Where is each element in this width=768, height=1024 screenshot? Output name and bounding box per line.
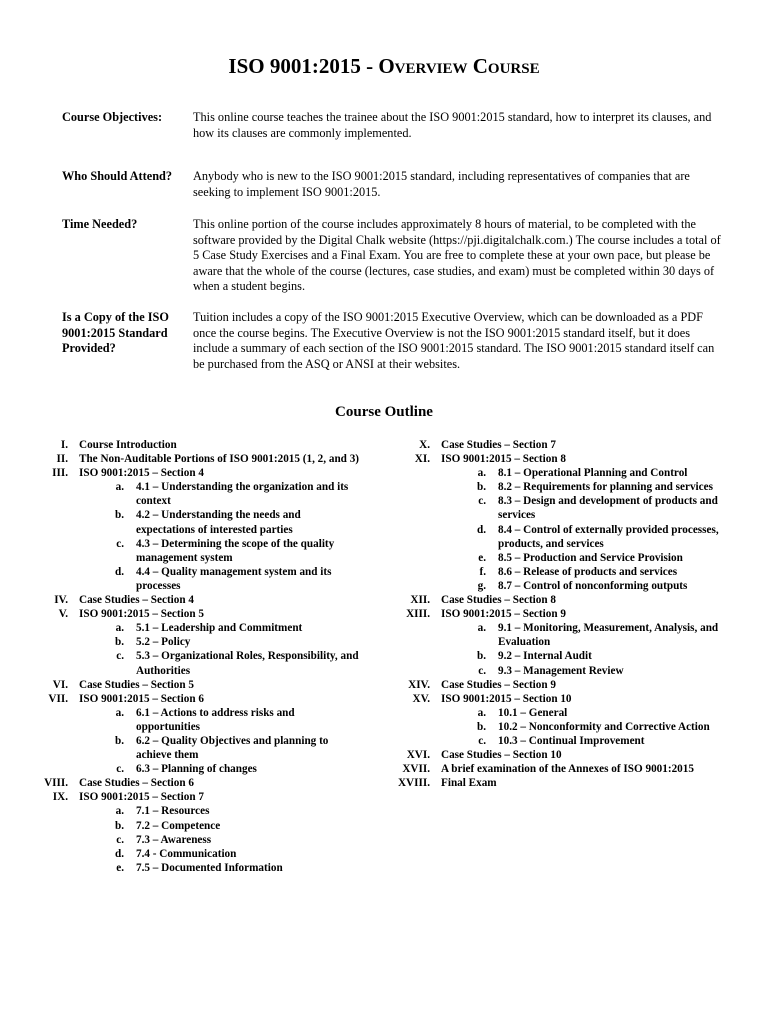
outline-item-text: Case Studies – Section 7	[441, 439, 556, 451]
outline-item-number: IX.	[52, 791, 68, 804]
outline-subitem-text: 6.3 – Planning of changes	[136, 763, 257, 776]
outline-subitem	[30, 804, 360, 818]
outline-subitem-letter: c.	[478, 664, 486, 677]
outline-subitem-text: 7.3 – Awareness	[136, 833, 212, 846]
outline-subitem-text: 10.1 – General	[498, 706, 568, 719]
page-title	[0, 54, 768, 79]
outline-subitem	[30, 635, 360, 649]
outline-subitem-letter: b.	[114, 509, 124, 522]
outline-subitem-text: 4.3 – Determining the scope of the quality management system	[136, 537, 335, 564]
outline-item-text: Case Studies – Section 6	[79, 777, 194, 790]
outline-item	[392, 748, 742, 762]
outline-subitem-letter: d.	[114, 847, 124, 860]
outline-subitem	[392, 466, 742, 480]
outline-item-text: Course Introduction	[79, 439, 177, 451]
outline-subitem-letter: b.	[476, 481, 486, 494]
info-label: Who Should Attend?	[62, 169, 173, 183]
outline-subitem-letter: f.	[479, 565, 486, 578]
outline-subitem-letter: a.	[115, 481, 124, 494]
outline-subitem	[30, 706, 360, 734]
outline-subitem-letter: c.	[116, 650, 124, 663]
outline-subitem-text: 9.1 – Monitoring, Measurement, Analysis, and Evaluation	[498, 622, 719, 649]
outline-item-text: Case Studies – Section 10	[441, 749, 562, 762]
outline-subitem-letter: a.	[115, 622, 124, 635]
outline-subitem-text: 5.2 – Policy	[136, 636, 191, 649]
outline-subitem-letter: a.	[477, 622, 486, 635]
outline-subitem	[30, 621, 360, 635]
outline-subitem	[30, 537, 360, 565]
outline-item	[30, 452, 360, 466]
outline-item-text: ISO 9001:2015 – Section 6	[79, 692, 204, 705]
info-text: Tuition includes a copy of the ISO 9001:2015 Executive Overview, which can be downloaded as a PDF once the course begins. The Executive Overview is not the ISO 9001:2015 standard itself, but it does include a summary of each section of the ISO 9001:2015 standard. The ISO 9001:2015 standard itself can be purchased from the ASQ or ANSI at their websites.	[193, 310, 715, 371]
outline-subitem	[30, 565, 360, 593]
outline-item	[392, 438, 742, 452]
outline-item	[392, 762, 742, 776]
info-label: Course Objectives:	[62, 110, 163, 124]
info-text: This online portion of the course includes approximately 8 hours of material, to be completed with the software provided by the Digital Chalk website (https://pji.digitalchalk.com.) The course includes a total of 5 Case Study Exercises and a Final Exam. You are free to complete these at your own pace, but please be aware that the whole of the course (lectures, case studies, and exam) must be completed within 30 days of when a student begins.	[193, 217, 721, 294]
title-prefix: ISO 9001:2015 -	[228, 54, 379, 78]
outline-subitem-letter: b.	[476, 720, 486, 733]
outline-subitem-letter: e.	[478, 551, 486, 564]
outline-subitem-text: 7.1 – Resources	[136, 805, 210, 818]
outline-subitem-text: 4.4 – Quality management system and its processes	[136, 565, 332, 592]
outline-subitem-letter: c.	[116, 537, 124, 550]
outline-subitem-text: 6.2 – Quality Objectives and planning to achieve them	[136, 734, 329, 762]
outline-subitem	[392, 523, 742, 551]
outline-subitem-letter: a.	[115, 805, 124, 818]
outline-subitem-letter: d.	[114, 565, 124, 578]
outline-item-text: A brief examination of the Annexes of ISO 9001:2015	[441, 763, 694, 776]
outline-item-text: ISO 9001:2015 – Section 5	[79, 608, 204, 621]
outline-subitem	[392, 579, 742, 593]
outline-item	[30, 790, 360, 804]
outline-subitem-letter: b.	[114, 819, 124, 832]
outline-subitem-text: 8.5 – Production and Service Provision	[498, 551, 683, 564]
outline-subitem-text: 8.6 – Release of products and services	[498, 565, 678, 578]
outline-item-number: XV.	[412, 692, 430, 705]
outline-item-text: Case Studies – Section 5	[79, 678, 194, 691]
outline-subitem-text: 8.2 – Requirements for planning and services	[498, 481, 713, 494]
outline-item-text: ISO 9001:2015 – Section 7	[79, 791, 204, 804]
outline-subitem-text: 8.7 – Control of nonconforming outputs	[498, 579, 688, 592]
outline-subitem-letter: b.	[114, 734, 124, 747]
outline-subitem	[30, 508, 360, 536]
outline-subitem-text: 9.3 – Management Review	[498, 664, 624, 677]
outline-subitem	[30, 847, 360, 861]
outline-subitem-letter: e.	[116, 861, 124, 874]
outline-left-column	[30, 438, 360, 875]
outline-subitem-text: 6.1 – Actions to address risks and opportunities	[136, 706, 295, 733]
outline-subitem	[392, 621, 742, 649]
outline-item-number: V.	[58, 608, 68, 621]
outline-item-text: The Non-Auditable Portions of ISO 9001:2015 (1, 2, and 3)	[79, 453, 360, 466]
outline-heading: Course Outline	[335, 404, 433, 420]
outline-subitem-text: 4.2 – Understanding the needs and expectations of interested parties	[136, 509, 301, 536]
info-text: Anybody who is new to the ISO 9001:2015 standard, including representatives of companies that are seeking to implement ISO 9001:2015.	[193, 169, 690, 199]
outline-item	[30, 678, 360, 692]
outline-item-number: VII.	[48, 692, 68, 705]
outline-right-column	[392, 438, 742, 790]
outline-subitem-text: 4.1 – Understanding the organization and its context	[136, 481, 349, 508]
outline-subitem-letter: a.	[477, 467, 486, 480]
outline-subitem-text: 10.2 – Nonconformity and Corrective Action	[498, 720, 710, 733]
outline-item-number: XII.	[410, 594, 430, 607]
outline-subitem-letter: c.	[478, 495, 486, 508]
outline-subitem-text: 7.5 – Documented Information	[136, 861, 283, 874]
outline-subitem	[392, 706, 742, 720]
outline-subitem	[30, 833, 360, 847]
outline-item-number: X.	[419, 439, 430, 451]
outline-subitem-letter: a.	[477, 706, 486, 719]
info-text: This online course teaches the trainee about the ISO 9001:2015 standard, how to interpret its clauses, and how its clauses are commonly implemented.	[193, 110, 712, 140]
outline-subitem	[30, 861, 360, 875]
outline-item-number: XVIII.	[397, 777, 430, 790]
outline-item-text: ISO 9001:2015 – Section 4	[79, 467, 204, 480]
title-smallcaps: Overview Course	[378, 54, 540, 78]
outline-item	[392, 452, 742, 466]
outline-subitem-text: 7.2 – Competence	[136, 819, 221, 832]
outline-item	[392, 776, 742, 790]
outline-subitem-text: 8.1 – Operational Planning and Control	[498, 467, 688, 480]
outline-subitem-letter: d.	[476, 523, 486, 536]
outline-subitem	[392, 664, 742, 678]
outline-item-text: Case Studies – Section 8	[441, 594, 556, 607]
outline-subitem-text: 8.4 – Control of externally provided processes, products, and services	[498, 523, 719, 550]
outline-subitem-letter: c.	[116, 833, 124, 846]
outline-subitem	[30, 649, 360, 677]
outline-item-number: I.	[60, 439, 68, 451]
outline-subitem-text: 5.3 – Organizational Roles, Responsibility, and Authorities	[136, 650, 359, 677]
outline-subitem	[392, 734, 742, 748]
outline-subitem-letter: a.	[115, 706, 124, 719]
outline-subitem-letter: b.	[476, 650, 486, 663]
outline-subitem-text: 7.4 - Communication	[136, 847, 237, 860]
info-label: Is a Copy of the ISO 9001:2015 Standard Provided?	[62, 310, 169, 356]
outline-item	[392, 692, 742, 706]
outline-item-number: VIII.	[44, 777, 68, 790]
outline-item-text: Final Exam	[441, 777, 497, 790]
outline-subitem-letter: c.	[116, 763, 124, 776]
outline-item	[30, 466, 360, 480]
outline-item-text: Case Studies – Section 4	[79, 594, 194, 607]
outline-subitem	[392, 565, 742, 579]
outline-item	[392, 593, 742, 607]
outline-item-text: ISO 9001:2015 – Section 8	[441, 453, 566, 466]
outline-subitem-text: 8.3 – Design and development of products and services	[498, 495, 718, 522]
outline-subitem-text: 9.2 – Internal Audit	[498, 650, 592, 663]
outline-item-number: III.	[52, 467, 68, 480]
outline-item-text: ISO 9001:2015 – Section 9	[441, 608, 566, 621]
outline-item-number: IV.	[54, 594, 68, 607]
outline-subitem	[392, 649, 742, 663]
outline-item	[30, 776, 360, 790]
outline-subitem-letter: g.	[477, 579, 486, 592]
outline-item-number: XVII.	[402, 763, 430, 776]
outline-item	[392, 678, 742, 692]
outline-item-number: VI.	[52, 678, 68, 691]
outline-subitem-text: 10.3 – Continual Improvement	[498, 734, 645, 747]
outline-subitem-letter: c.	[478, 734, 486, 747]
outline-item-text: Case Studies – Section 9	[441, 678, 556, 691]
outline-item	[30, 438, 360, 452]
outline-subitem-text: 5.1 – Leadership and Commitment	[136, 622, 303, 635]
outline-subitem	[30, 480, 360, 508]
outline-item	[30, 692, 360, 706]
outline-item	[392, 607, 742, 621]
outline-subitem	[392, 494, 742, 522]
info-label: Time Needed?	[62, 217, 138, 231]
outline-subitem-letter: b.	[114, 636, 124, 649]
outline-item-number: XIV.	[408, 678, 430, 691]
outline-subitem	[392, 551, 742, 565]
outline-item-number: II.	[56, 453, 68, 466]
outline-item-text: ISO 9001:2015 – Section 10	[441, 692, 572, 705]
outline-subitem	[30, 734, 360, 762]
outline-item-number: XIII.	[406, 608, 430, 621]
outline-subitem	[30, 762, 360, 776]
outline-item	[30, 607, 360, 621]
outline-item-number: XVI.	[406, 749, 430, 762]
outline-subitem	[392, 480, 742, 494]
outline-subitem	[30, 819, 360, 833]
outline-subitem	[392, 720, 742, 734]
outline-item	[30, 593, 360, 607]
outline-item-number: XI.	[414, 453, 430, 466]
